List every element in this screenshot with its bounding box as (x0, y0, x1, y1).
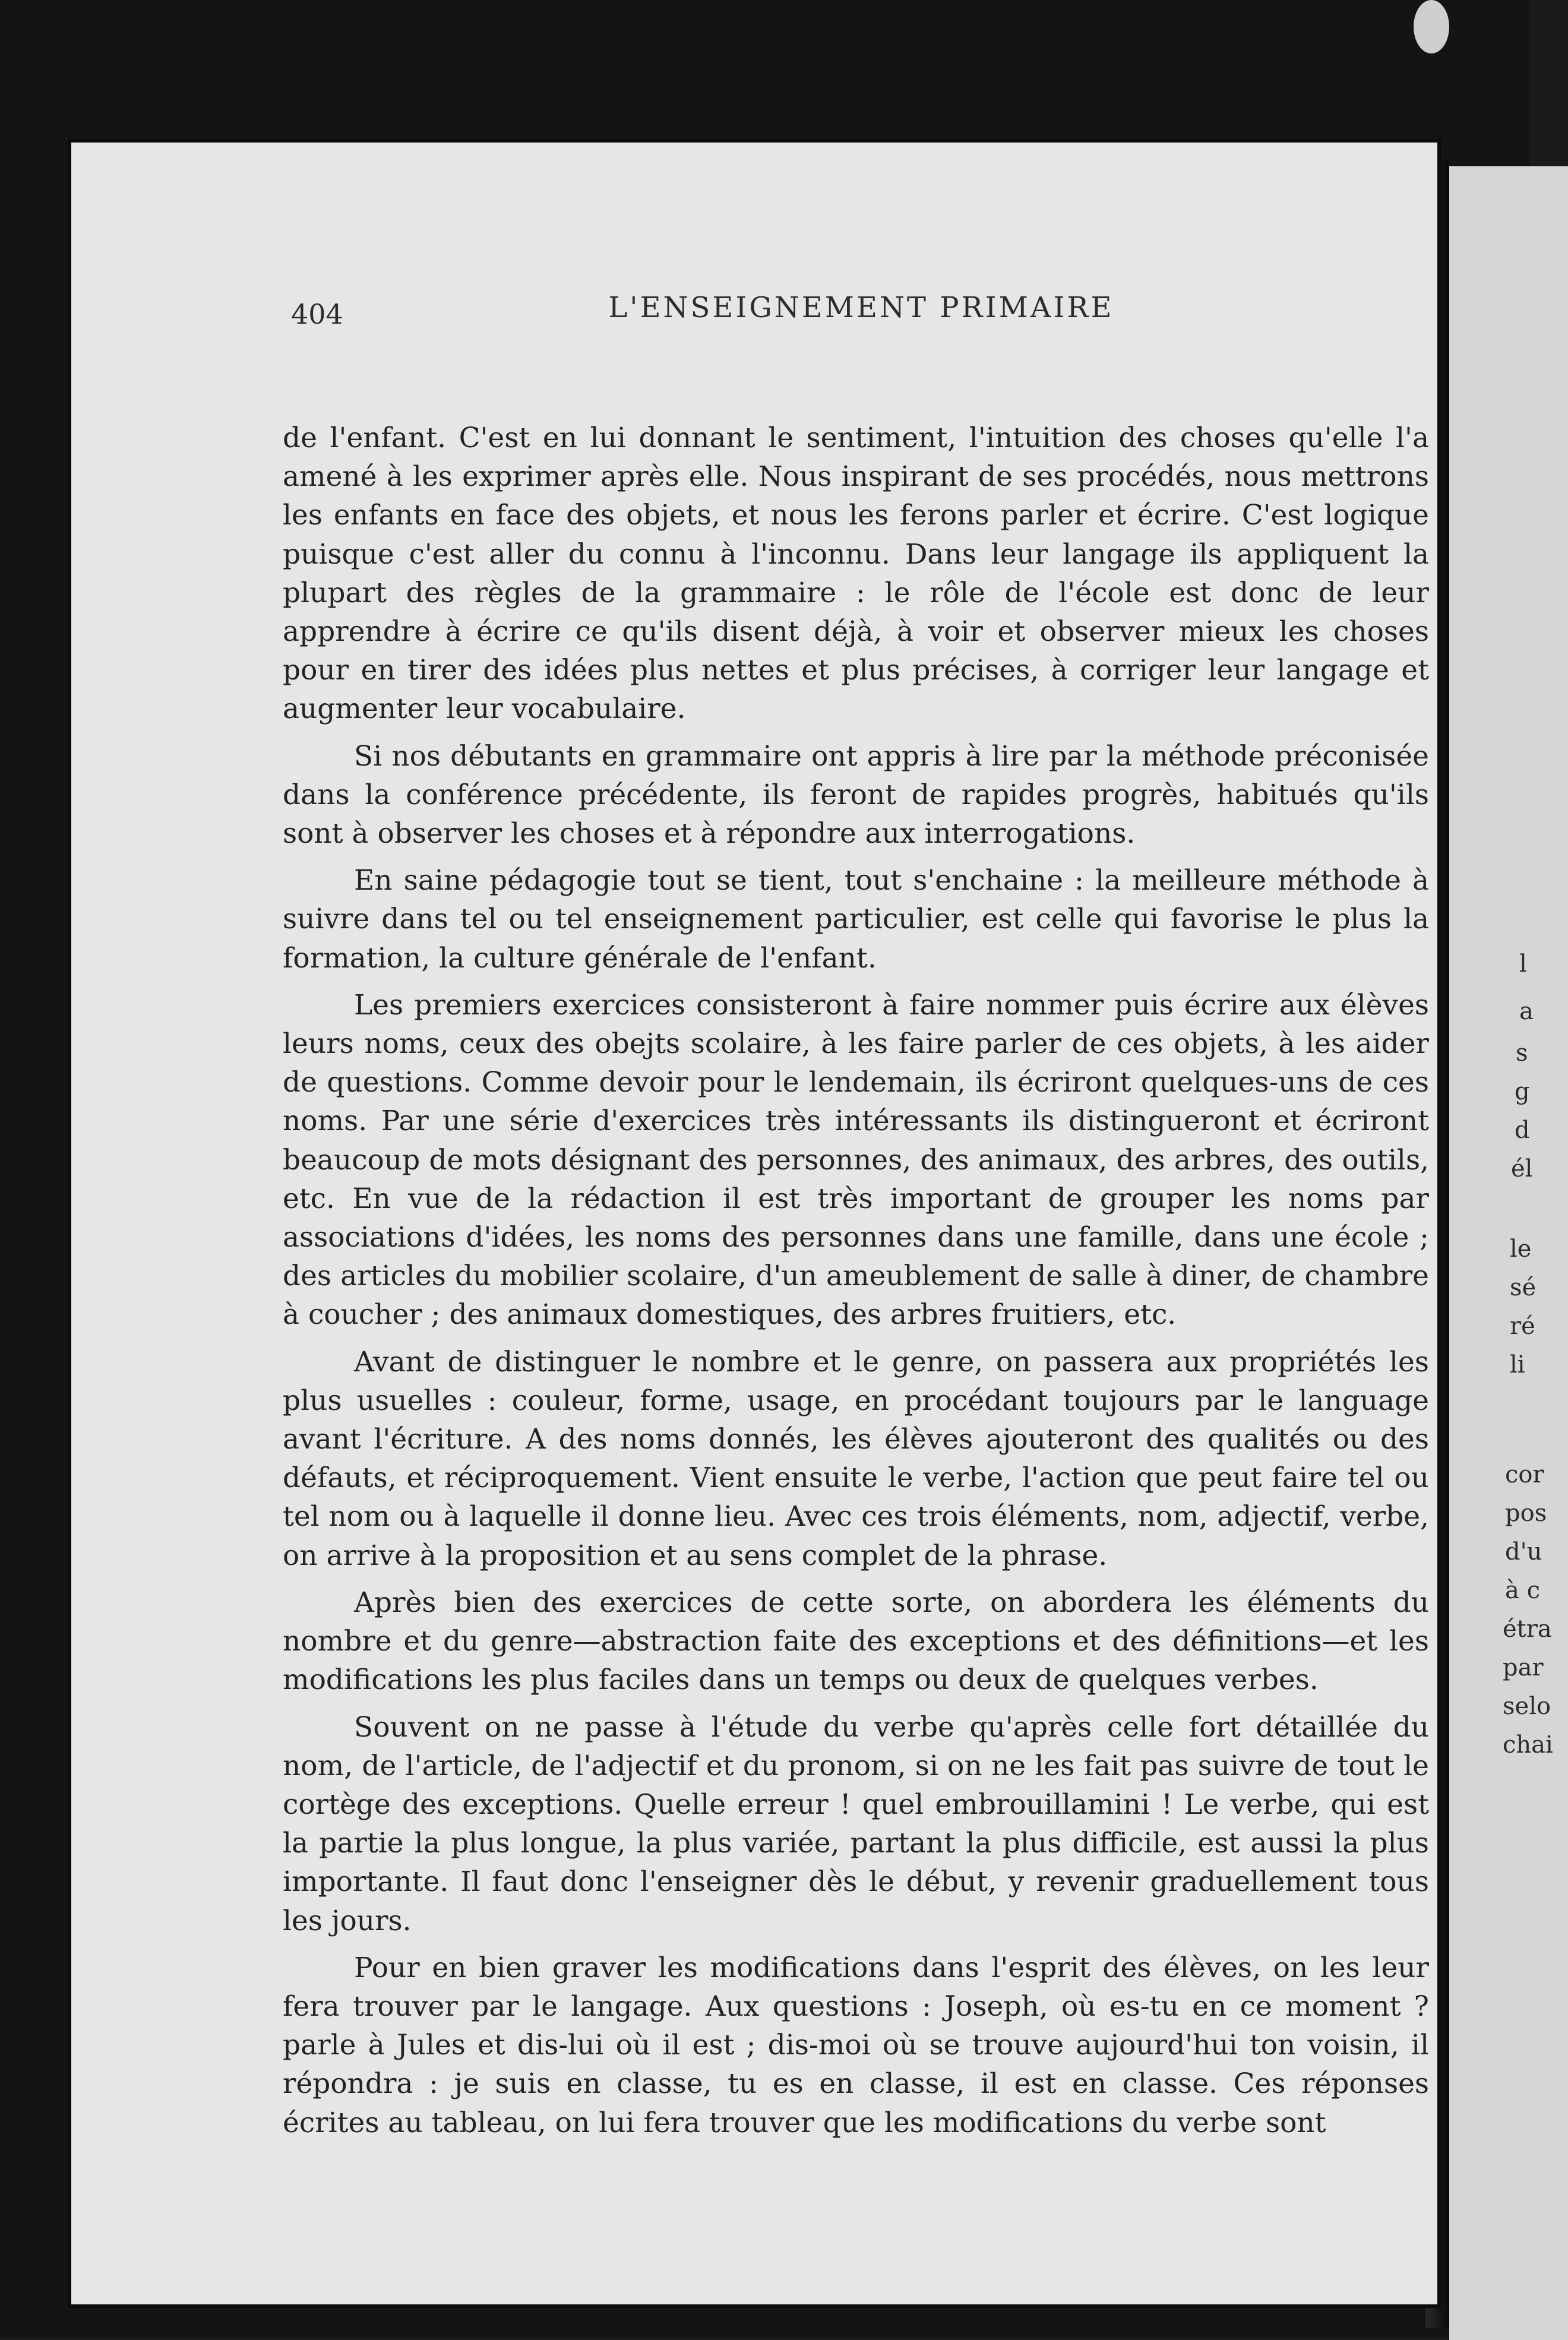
scan-blemish (1414, 0, 1449, 53)
page-number: 404 (291, 298, 343, 330)
paragraph: Après bien des exercices de cette sorte, on abordera les éléments du nombre et du genre—abstraction faite des exceptions et des définitions—et les modifications les plus faciles dans un temps ou deux de quelques verbes. (283, 1586, 1429, 1697)
adjacent-page-fragment: sé (1510, 1274, 1537, 1301)
adjacent-page-fragment: selo (1503, 1693, 1551, 1720)
adjacent-page-fragment: pos (1505, 1500, 1547, 1527)
adjacent-page-fragment: cor (1505, 1461, 1544, 1488)
adjacent-page-fragment: d (1515, 1117, 1530, 1144)
adjacent-page-fragment: chai (1503, 1731, 1553, 1759)
paragraph: de l'enfant. C'est en lui donnant le sentiment, l'intuition des choses qu'elle l'a amené à les exprimer après elle. Nous inspirant de ses procédés, nous mettrons les enfants en face des objets, et nous les ferons parler et écrire. C'est logique puisque c'est aller du connu à l'inconnu. Dans leur langage ils appliquent la plupart des règles de la grammaire : le rôle de l'école est donc de leur apprendre à écrire ce qu'ils disent déjà, à voir et observer mieux les choses pour en tirer des idées plus nettes et plus précises, à corriger leur langage et augmenter leur vocabulaire. (283, 422, 1429, 726)
adjacent-page-fragment: s (1516, 1039, 1528, 1067)
adjacent-page-fragment: à c (1505, 1577, 1540, 1604)
body-text (283, 419, 1429, 2151)
paragraph: Pour en bien graver les modifications dans l'esprit des élèves, on les leur fera trouver par le langage. Aux questions : Joseph, où es-tu en ce moment ? parle à Jules et dis-lui où il est ; dis-moi où se trouve aujourd'hui ton voisin, il répondra : je suis en classe, tu es en classe, il est en classe. Ces réponses écrites au tableau, on lui fera trouver que les modifications du verbe sont (283, 1951, 1429, 2139)
paragraph: Les premiers exercices consisteront à faire nommer puis écrire aux élèves leurs noms, ceux des obejts scolaire, à les faire parler de ces objets, à les aider de questions. Comme devoir pour le lendemain, ils écriront quelques-uns de ces noms. Par une série d'exercices très intéressants ils distingueront et écriront beaucoup de mots désignant des personnes, des animaux, des arbres, des outils, etc. En vue de la rédaction il est très important de grouper les noms par associations d'idées, les noms des personnes dans une famille, dans une école ; des articles du mobilier scolaire, d'un ameublement de salle à diner, de chambre à coucher ; des animaux domestiques, des arbres fruitiers, etc. (283, 988, 1429, 1332)
paragraph: Avant de distinguer le nombre et le genre, on passera aux propriétés les plus usuelles : couleur, forme, usage, en procédant toujours par le language avant l'écriture. A des noms donnés, les élèves ajouteront des qualités ou des défauts, et réciproquement. Vient ensuite le verbe, l'action que peut faire tel ou tel nom ou à laquelle il donne lieu. Avec ces trois éléments, nom, adjectif, verbe, on arrive à la proposition et au sens complet de la phrase. (283, 1345, 1429, 1572)
adjacent-page-fragment: él (1511, 1155, 1533, 1182)
adjacent-page-fragment: li (1510, 1351, 1525, 1378)
paragraph: Si nos débutants en grammaire ont appris à lire par la méthode préconisée dans la conférence précédente, ils feront de rapides progrès, habitués qu'ils sont à observer les choses et à répondre aux interrogations. (283, 739, 1429, 850)
adjacent-page-fragment: étra (1503, 1615, 1552, 1643)
paragraph: En saine pédagogie tout se tient, tout s'enchaine : la meilleure méthode à suivre dans tel ou tel enseignement particulier, est celle qui favorise le plus la formation, la culture générale de l'enfant. (283, 864, 1429, 975)
adjacent-page-fragment: a (1519, 998, 1534, 1025)
page-header (291, 291, 1431, 339)
adjacent-page-fragment: par (1503, 1654, 1544, 1681)
adjacent-page-fragment: ré (1510, 1313, 1535, 1340)
adjacent-page-fragment: d'u (1505, 1538, 1542, 1566)
adjacent-page-fragment: le (1510, 1235, 1532, 1263)
adjacent-page-fragment: g (1515, 1078, 1530, 1105)
running-title: L'ENSEIGNEMENT PRIMAIRE (608, 291, 1114, 324)
adjacent-page (1449, 166, 1568, 2340)
adjacent-page-fragment: l (1519, 950, 1527, 978)
paragraph: Souvent on ne passe à l'étude du verbe qu'après celle fort détaillée du nom, de l'article, de l'adjectif et du pronom, si on ne les fait pas suivre de tout le cortège des exceptions. Quelle erreur ! quel embrouillamini ! Le verbe, qui est la partie la plus longue, la plus variée, partant la plus difficile, est aussi la plus importante. Il faut donc l'enseigner dès le début, y revenir graduellement tous les jours. (283, 1710, 1429, 1937)
